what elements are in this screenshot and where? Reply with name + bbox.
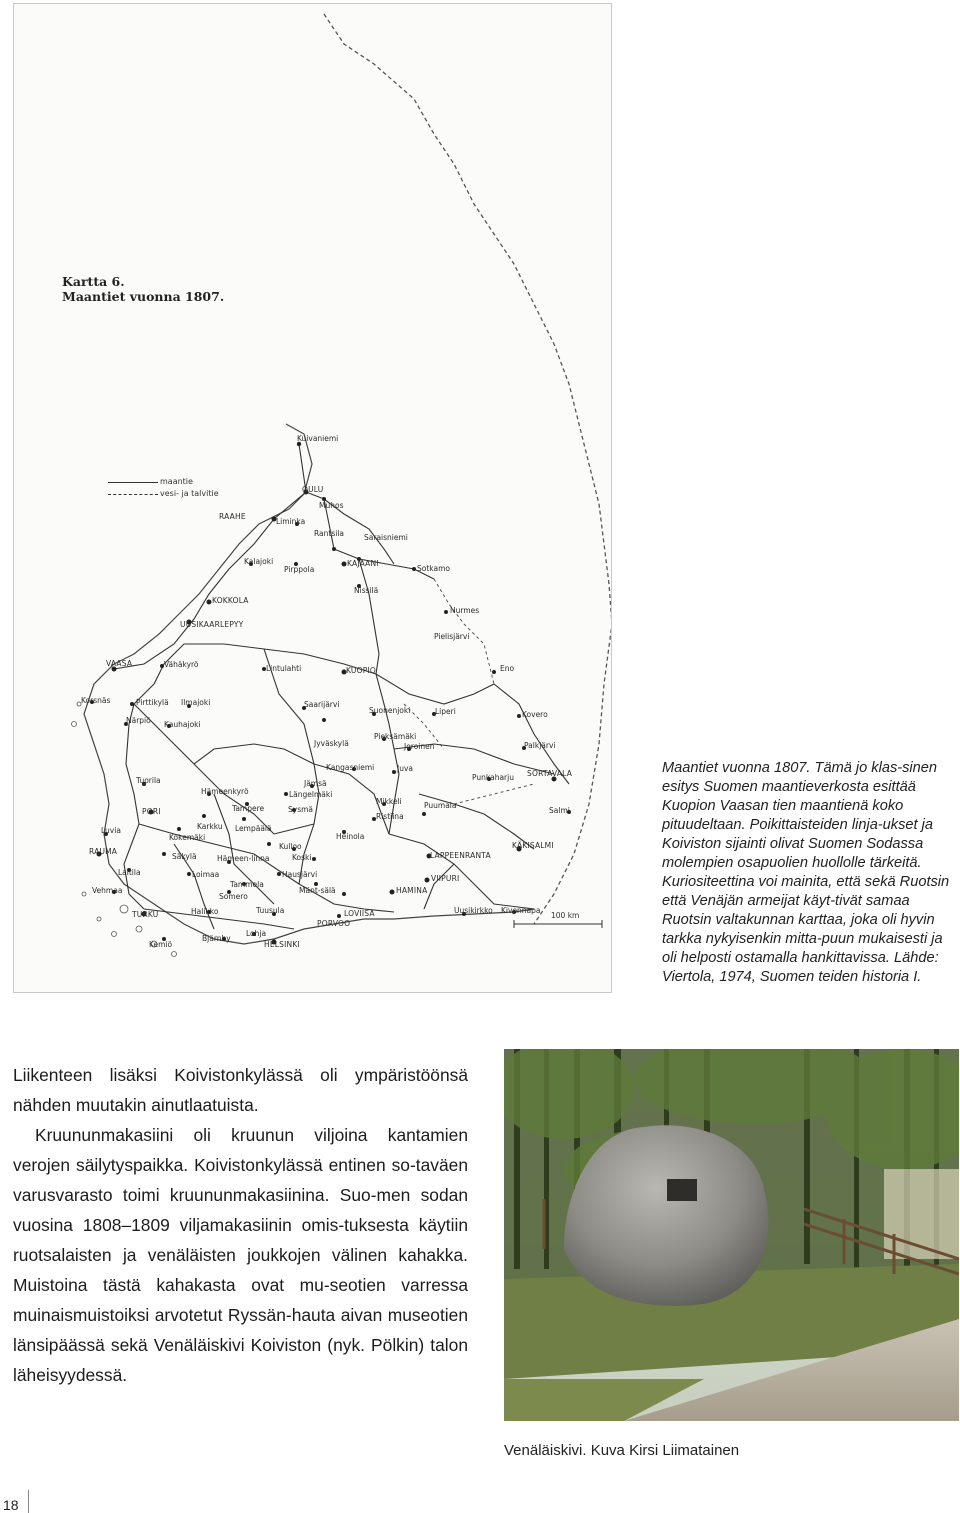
place-label: Juva: [397, 764, 413, 773]
place-label: Hausjärvi: [282, 870, 318, 879]
place-label: PORI: [142, 807, 161, 816]
place-label: Säkylä: [172, 852, 197, 861]
place-label: Rantsila: [314, 529, 345, 538]
place-label: Mikkeli: [376, 797, 402, 806]
place-label: Nissilä: [354, 586, 379, 595]
map-caption-text: Maantiet vuonna 1807. Tämä jo klas-sinen esitys Suomen maantieverkosta esittää Kuopion Vaasan tien maantienä koko pituudeltaan. Poikittaisteiden linja-ukset ja Koiviston sijainti olivat Suomen Sodassa molempien osapuolien huollolle tärkeitä. Kuriositeettina voi mainita, että sekä Ruotsin että Venäjän armeijat käyt-tivät samaa Ruotsin valtakunnan karttaa, joka oli hyvin tarkka nykyisenkin mitta-puun mukaisesti ja oli helposti ostamalla hankittavissa. Lähde: Viertola, 1974, Suomen teiden historia I.: [662, 760, 950, 985]
place-label: Pieksämäki: [374, 732, 417, 741]
place-label: Lempäälä: [235, 824, 272, 833]
legend-water-label: vesi- ja talvitie: [160, 489, 219, 498]
place-label: Palkjärvi: [524, 741, 556, 750]
body-text: [13, 1060, 468, 1390]
photo-caption: Venäläiskivi. Kuva Kirsi Liimatainen: [504, 1442, 740, 1459]
body-paragraph-2: Kruununmakasiini oli kruunun viljoina kantamien verojen säilytyspaikka. Koivistonkylässä entinen so-taväen varusvarasto toimi kruununmakasiinina. Suo-men sodan vuosina 1808–1809 viljamakasiinin omis-tuksesta käytiin ruotsalaisten ja venäläisten joukkojen välinen kahakka. Muistoina tästä kahakasta ovat mu-seotien varressa muinaismuistoiksi arvotetut Ryssän-hauta aivan museotien länsipäässä sekä Venäläiskivi Koiviston (nyk. Pölkin) talon läheisyydessä.: [13, 1125, 468, 1385]
place-label: Puumala: [424, 801, 457, 810]
place-label: Närpiö: [126, 716, 151, 725]
place-label: Loimaa: [192, 870, 220, 879]
place-label: RAUMA: [89, 847, 118, 856]
place-label: Suonenjoki: [369, 706, 411, 715]
place-label: Koski: [292, 853, 312, 862]
place-label: SORTAVALA: [527, 769, 573, 778]
place-label: Sotkamo: [417, 564, 450, 573]
legend-road-line: [108, 482, 158, 483]
place-label: PORVOO: [317, 919, 351, 928]
place-label: Heinola: [336, 832, 365, 841]
page-number-divider: [28, 1490, 29, 1513]
place-label: Saraisniemi: [364, 533, 408, 542]
place-label: Karkku: [197, 822, 223, 831]
place-label: Sysmä: [288, 805, 314, 814]
legend-road-label: maantie: [160, 477, 193, 486]
place-label: Halikko: [191, 907, 219, 916]
place-label: Kovero: [522, 710, 548, 719]
place-label: KAJAANI: [347, 559, 379, 568]
place-label: Korsnäs: [81, 696, 111, 705]
page-number: 18: [3, 1497, 19, 1513]
place-label: Pielisjärvi: [434, 632, 470, 641]
place-label: Kauhajoki: [164, 720, 201, 729]
place-label: RAAHE: [219, 512, 246, 521]
place-label: Kokemäki: [169, 833, 206, 842]
place-label: Salmi: [549, 806, 570, 815]
scale-label: 100 km: [551, 911, 580, 920]
photo-illustration: [504, 1049, 959, 1421]
place-label: Längelmäki: [289, 790, 333, 799]
place-label: Laitila: [118, 868, 141, 877]
body-paragraph-1: Liikenteen lisäksi Koivistonkylässä oli ympäristöönsä nähden muutakin ainutlaatuista.: [13, 1065, 468, 1115]
place-label: Tampere: [232, 804, 265, 813]
place-label: Kuivaniemi: [297, 434, 339, 443]
place-label: Saarijärvi: [304, 700, 340, 709]
place-label: UUSIKAARLEPYY: [180, 620, 244, 629]
place-label: Ilmajoki: [181, 698, 211, 707]
place-label: Lintulahti: [266, 664, 302, 673]
place-label: Pirppola: [284, 565, 315, 574]
place-label: Tuorila: [136, 776, 161, 785]
place-label: Liperi: [435, 707, 456, 716]
place-label: Lohja: [246, 929, 267, 938]
place-label: Uusikirkko: [454, 906, 493, 915]
place-label: Liminka: [276, 517, 306, 526]
venalaiskivi-photo: [504, 1049, 959, 1421]
place-label: Punkaharju: [472, 773, 514, 782]
place-label: KOKKOLA: [212, 596, 249, 605]
place-label: Somero: [219, 892, 248, 901]
place-label: Tammela: [230, 880, 264, 889]
map-title: [62, 274, 224, 304]
map-title-line2: Maantiet vuonna 1807.: [62, 289, 225, 304]
place-label: Vähäkyrö: [164, 660, 199, 669]
place-label: HELSINKI: [264, 940, 300, 949]
place-label: VAASA: [106, 659, 133, 668]
place-label: Jämsä: [304, 779, 327, 788]
place-label: Tuusula: [256, 906, 285, 915]
place-label: Vehmaa: [92, 886, 123, 895]
place-label: Kemiö: [149, 940, 173, 949]
place-label: KUOPIO: [346, 666, 376, 675]
place-label: HAMINA: [396, 886, 428, 895]
place-label: Bjärnby: [202, 934, 231, 943]
place-label: Muhos: [319, 501, 344, 510]
place-label: Mänt-sälä: [299, 886, 336, 895]
road-map-1807: [13, 3, 612, 993]
place-label: Kulloo: [279, 842, 302, 851]
place-label: KÄKISALMI: [512, 841, 554, 850]
place-label: Hämeenkyrö: [201, 787, 249, 796]
place-label: OULU: [302, 485, 324, 494]
place-label: Ristiina: [376, 812, 404, 821]
legend-water-line: [108, 494, 158, 495]
place-label: LOVIISA: [344, 909, 375, 918]
place-label: Kangasniemi: [326, 763, 375, 772]
place-label: Luvia: [101, 826, 121, 835]
place-label: Jyväskylä: [314, 739, 349, 748]
place-label: LAPPEENRANTA: [430, 851, 491, 860]
place-label: Joroinen: [404, 742, 435, 751]
place-label: Hämeen-linna: [217, 854, 270, 863]
place-label: VIIPURI: [431, 874, 460, 883]
place-label: Nurmes: [450, 606, 480, 615]
map-title-line1: Kartta 6.: [62, 274, 125, 289]
map-caption: [662, 759, 960, 987]
place-label: Eno: [500, 664, 515, 673]
place-label: Kivennapa: [501, 906, 541, 915]
place-label: Kalajoki: [244, 557, 274, 566]
place-label: Pirttikylä: [136, 698, 169, 707]
place-label: TURKU: [132, 910, 159, 919]
